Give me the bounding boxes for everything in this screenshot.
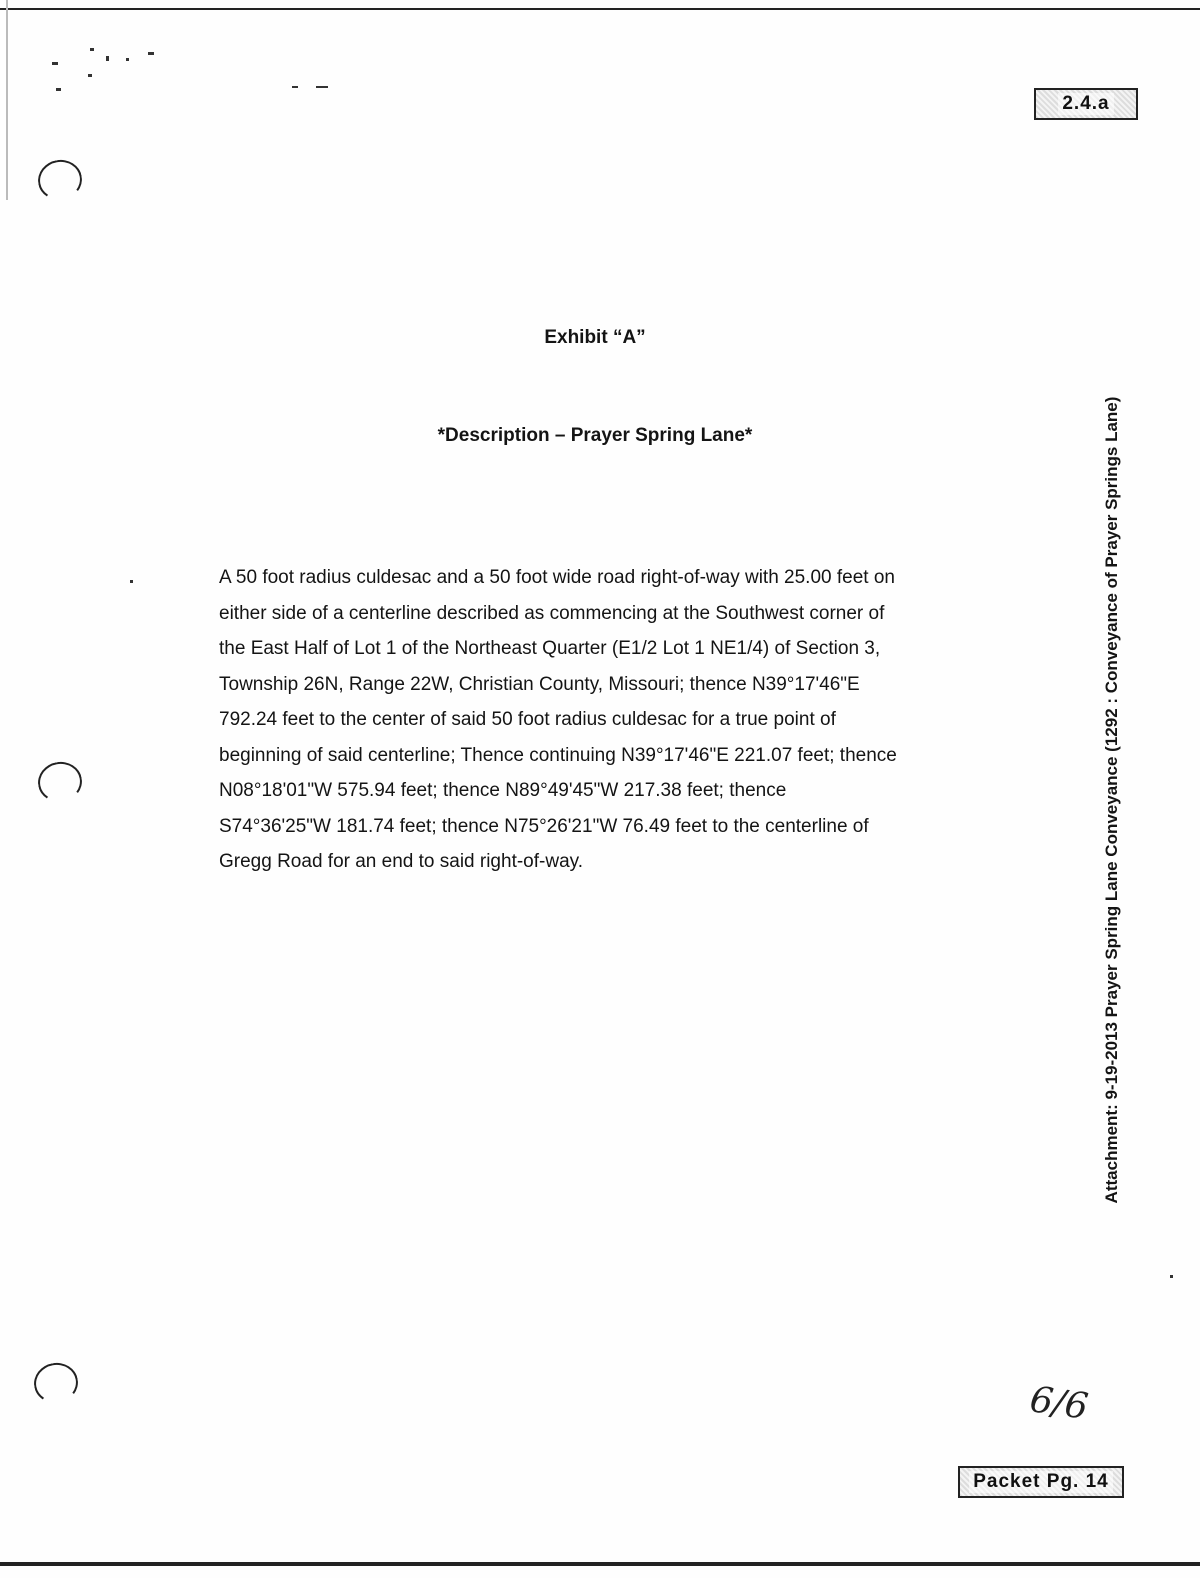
scan-speck bbox=[148, 52, 154, 55]
legal-description-paragraph bbox=[219, 560, 989, 880]
attachment-caption: Attachment: 9-19-2013 Prayer Spring Lane Conveyance (1292 : Conveyance of Prayer Springs Lane) bbox=[1102, 396, 1121, 1204]
exhibit-title: Exhibit “A” bbox=[544, 327, 646, 348]
handwritten-page-number: 6/6 bbox=[1027, 1379, 1091, 1428]
paragraph-line: either side of a centerline described as commencing at the Southwest corner of bbox=[219, 602, 885, 624]
scan-speck bbox=[90, 48, 94, 51]
scan-speck bbox=[316, 86, 328, 88]
scan-speck bbox=[126, 58, 129, 61]
scan-speck bbox=[52, 62, 58, 65]
paragraph-line: the East Half of Lot 1 of the Northeast Quarter (E1/2 Lot 1 NE1/4) of Section 3, bbox=[219, 638, 881, 659]
paragraph-line: S74°36'25"W 181.74 feet; thence N75°26'21"W 76.49 feet to the centerline of bbox=[219, 815, 869, 837]
scan-speck bbox=[130, 580, 133, 583]
page-border-top bbox=[0, 8, 1200, 10]
scan-speck bbox=[88, 74, 92, 77]
paragraph-line: A 50 foot radius culdesac and a 50 foot wide road right-of-way with 25.00 feet on bbox=[219, 567, 895, 588]
scan-speck bbox=[56, 88, 61, 91]
page-border-left bbox=[6, 0, 8, 200]
packet-page-tag bbox=[958, 1466, 1124, 1498]
punch-hole-bottom bbox=[31, 1359, 81, 1406]
paragraph-line: beginning of said centerline; Thence continuing N39°17'46"E 221.07 feet; thence bbox=[219, 744, 897, 766]
scan-speck bbox=[1170, 1275, 1173, 1278]
description-title: *Description – Prayer Spring Lane* bbox=[437, 425, 753, 446]
agenda-item-tag-text: 2.4.a bbox=[1058, 93, 1113, 115]
scan-speck bbox=[106, 56, 109, 61]
packet-page-text: Packet Pg. 14 bbox=[969, 1471, 1113, 1493]
punch-hole-top bbox=[35, 156, 85, 203]
paragraph-line: Gregg Road for an end to said right-of-way. bbox=[219, 851, 584, 872]
paragraph-line: Township 26N, Range 22W, Christian County, Missouri; thence N39°17'46"E bbox=[219, 673, 860, 695]
punch-hole-middle bbox=[35, 758, 85, 805]
paragraph-line: 792.24 feet to the center of said 50 foot radius culdesac for a true point of bbox=[219, 709, 836, 730]
scan-speck bbox=[292, 86, 298, 88]
page-border-bottom bbox=[0, 1562, 1200, 1566]
paragraph-line: N08°18'01"W 575.94 feet; thence N89°49'45"W 217.38 feet; thence bbox=[219, 780, 787, 801]
agenda-item-tag bbox=[1034, 88, 1138, 120]
